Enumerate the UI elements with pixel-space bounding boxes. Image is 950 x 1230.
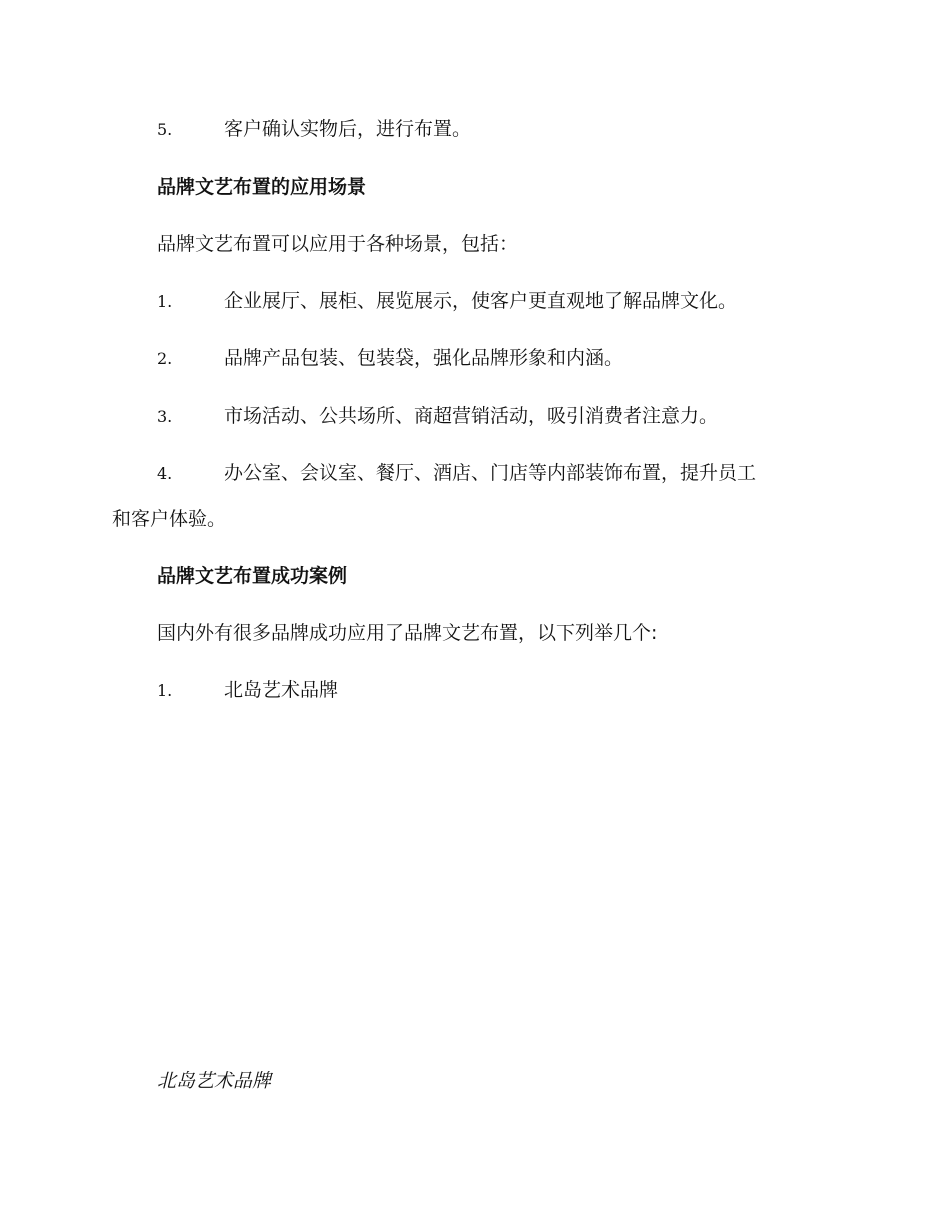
- section-heading-cases: 品牌文艺布置成功案例: [157, 565, 348, 587]
- section-intro-cases: 国内外有很多品牌成功应用了品牌文艺布置，以下列举几个:: [157, 622, 658, 644]
- list-number: 4.: [157, 464, 173, 483]
- list-number: 1.: [157, 681, 173, 700]
- list-item-text: 企业展厅、展柜、展览展示，使客户更直观地了解品牌文化。: [224, 290, 738, 312]
- list-number: 3.: [157, 407, 173, 426]
- list-number: 5.: [157, 120, 173, 139]
- list-number: 2.: [157, 349, 173, 368]
- section-heading-applications: 品牌文艺布置的应用场景: [157, 176, 367, 198]
- list-item-text: 市场活动、公共场所、商超营销活动，吸引消费者注意力。: [224, 405, 719, 427]
- figure-caption: 北岛艺术品牌: [157, 1070, 272, 1092]
- list-item-text: 客户确认实物后，进行布置。: [224, 118, 472, 140]
- section-intro-applications: 品牌文艺布置可以应用于各种场景，包括：: [157, 233, 519, 255]
- list-item-text: 北岛艺术品牌: [224, 679, 339, 701]
- list-item-continuation: 和客户体验。: [112, 508, 227, 530]
- list-item-text: 办公室、会议室、餐厅、酒店、门店等内部装饰布置，提升员工: [224, 462, 757, 484]
- list-number: 1.: [157, 292, 173, 311]
- list-item-text: 品牌产品包装、包装袋，强化品牌形象和内涵。: [224, 347, 624, 369]
